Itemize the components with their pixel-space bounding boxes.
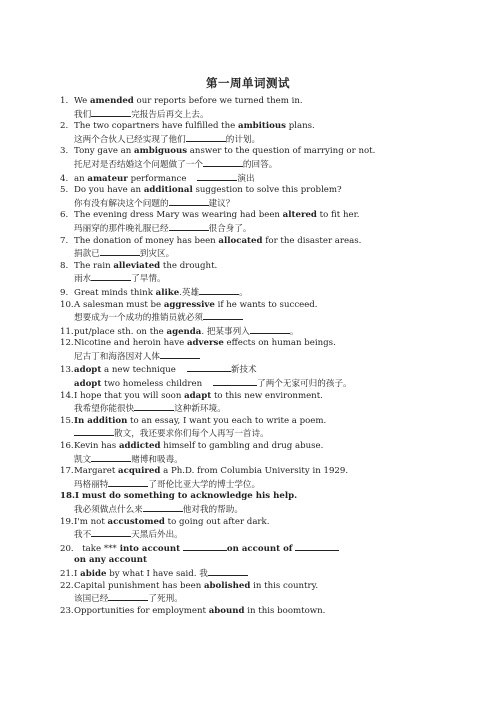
question-item (60, 172, 460, 186)
question-number: 7. (60, 235, 69, 246)
question-number: 22. (60, 580, 74, 591)
english-sentence (60, 581, 460, 593)
answer-blank[interactable] (197, 172, 237, 181)
answer-blank[interactable] (160, 350, 200, 359)
sentence-text: to going out after dark. (164, 516, 270, 527)
chinese-translation (60, 350, 460, 364)
keyword: adverse (186, 338, 224, 349)
keyword: In addition (74, 415, 128, 426)
translation-text: 你有没有解决这个问题的 (74, 198, 169, 209)
answer-blank[interactable] (208, 567, 248, 576)
keyword: abolished (203, 580, 251, 591)
translation-text: 该国已经 (74, 594, 109, 605)
english-sentence (60, 517, 460, 529)
answer-blank[interactable] (187, 363, 231, 372)
chinese-translation (60, 402, 460, 416)
question-item (60, 236, 460, 261)
english-sentence (60, 121, 460, 133)
translation-text: 托尼对是否结婚这个问题做了一个 (74, 159, 203, 170)
translation-text: 赌博和吸毒。 (131, 454, 183, 465)
question-item (60, 286, 460, 300)
answer-blank[interactable] (91, 453, 131, 462)
translation-text: 我们 (74, 109, 92, 120)
english-sentence (60, 300, 460, 312)
question-number: 5. (60, 185, 69, 196)
chinese-translation (60, 311, 460, 325)
question-number: 14. (60, 390, 74, 401)
keyword: additional (143, 185, 193, 196)
english-sentence (60, 391, 460, 403)
sentence-text: to fit her. (316, 210, 360, 221)
answer-blank[interactable] (203, 158, 243, 167)
sentence-text: two homeless children (101, 379, 203, 390)
translation-text: 完报告后再交上去。 (131, 109, 209, 120)
placeholder-stars: *** (103, 543, 117, 554)
translation-text: 。 (239, 287, 248, 298)
sentence-text: to this new environment. (211, 390, 323, 401)
sentence-text: if he wants to succeed. (214, 299, 318, 310)
sentence-text: the drought. (160, 260, 218, 271)
chinese-translation (60, 158, 460, 172)
chinese-translation (60, 427, 460, 441)
english-sentence (60, 261, 460, 273)
question-item (60, 581, 460, 606)
chinese-translation (60, 108, 460, 122)
keyword: agenda (166, 326, 202, 337)
question-number: 19. (60, 516, 74, 527)
translation-text: 到灾区。 (139, 249, 175, 260)
question-item (60, 391, 460, 416)
sentence-text: in this boomtown. (244, 605, 326, 616)
question-item (60, 146, 460, 171)
translation-text: 新技术 (230, 365, 257, 376)
answer-blank[interactable] (108, 478, 148, 487)
answer-blank[interactable] (250, 325, 290, 334)
translation-text: 我不 (74, 530, 92, 541)
sentence-text: Opportunities for employment (74, 605, 209, 616)
answer-blank[interactable] (169, 197, 209, 206)
question-number: 16. (60, 441, 74, 452)
sentence-text: I must do something to (74, 491, 191, 502)
english-sentence (60, 363, 460, 377)
chinese-translation (60, 222, 460, 236)
question-number: 17. (60, 466, 74, 477)
keyword: adapt (184, 390, 212, 401)
sentence-text: to an essay, I want you each to write a poem. (127, 415, 327, 426)
sentence-text: for the disaster areas. (262, 235, 362, 246)
question-item (60, 542, 460, 567)
keyword: alike (155, 287, 180, 298)
translation-text: 。 (289, 326, 299, 337)
sentence-text: The two copartners have fulfilled the (74, 121, 238, 132)
translation-text: 的回答。 (242, 159, 278, 170)
sentence-text: Margaret (74, 466, 119, 477)
translation-text: 他对我的帮助。 (182, 505, 243, 515)
chinese-translation (60, 133, 460, 147)
keyword: acquired (118, 466, 161, 477)
page-title: 第一周单词测试 (206, 76, 290, 90)
keyword: amateur (87, 173, 128, 184)
answer-blank[interactable] (143, 503, 183, 512)
sentence-text: by what I have said. 我 (106, 568, 208, 579)
sentence-text: I'm not (74, 516, 108, 527)
keyword: acknowledge (190, 491, 253, 502)
sentence-text: an (74, 173, 88, 184)
english-sentence (60, 172, 460, 186)
answer-blank[interactable] (108, 592, 148, 601)
keyword: abide (80, 568, 107, 579)
translation-text: 想要成为一个成功的推销员就必须 (74, 313, 203, 324)
sentence-text: Great minds think (74, 287, 156, 298)
keyword: allocated (218, 235, 263, 246)
answer-blank[interactable] (213, 377, 257, 386)
chinese-translation (60, 247, 460, 261)
phrase-on-any-account: on any account (74, 555, 148, 566)
chinese-translation (60, 503, 460, 517)
translation-text: 散文，我还要求你们每个人再写一首诗。 (114, 429, 269, 440)
question-item (60, 466, 460, 491)
question-item (60, 185, 460, 210)
keyword: amended (89, 96, 134, 106)
question-number: 15. (60, 415, 74, 426)
sentence-text: .英雄 (179, 287, 200, 298)
translation-text: 尼古丁和海洛因对人体 (74, 351, 160, 362)
sentence-text: a Ph.D. from Columbia University in 1929. (160, 466, 349, 477)
phrase-line (60, 555, 460, 567)
english-sentence (60, 96, 460, 108)
keyword: addicted (118, 441, 161, 452)
question-item (60, 606, 460, 618)
phrase-on-account-of: on account of (226, 543, 293, 554)
translation-text: 这两个合伙人已经实现了他们 (74, 134, 186, 145)
phrase-into-account: into account (116, 543, 181, 554)
question-item (60, 261, 460, 286)
english-sentence (60, 325, 460, 339)
english-sentence (60, 338, 460, 350)
answer-blank[interactable] (100, 247, 140, 256)
sentence-text: Kevin has (74, 441, 119, 452)
question-number: 9. (60, 287, 69, 298)
question-item (60, 416, 460, 441)
question-number: 6. (60, 210, 69, 221)
english-sentence (60, 210, 460, 222)
question-item (60, 210, 460, 235)
sentence-text: our reports before we turned them in. (133, 96, 303, 106)
sentence-text: Tony gave an (74, 146, 135, 157)
question-number: 13. (60, 365, 74, 376)
english-sentence (60, 416, 460, 428)
sentence-text: Nicotine and heroin have (74, 338, 187, 349)
keyword: ambiguous (134, 146, 188, 157)
sentence-text: I hope that you will soon (74, 390, 185, 401)
sentence-text: performance (127, 173, 187, 184)
sentence-text: his help. (252, 491, 298, 502)
sentence-text: I (74, 568, 81, 579)
question-number: 11. (60, 326, 74, 337)
question-number: 8. (60, 260, 69, 271)
translation-text: 的计划。 (225, 134, 261, 145)
answer-blank[interactable] (203, 311, 243, 320)
english-sentence (60, 236, 460, 248)
answer-blank[interactable] (295, 542, 339, 551)
answer-blank[interactable] (74, 427, 114, 436)
translation-text: 玛格丽特 (74, 479, 109, 490)
question-item (60, 377, 460, 391)
question-number: 12. (60, 338, 74, 349)
translation-text: 捐款已 (74, 249, 100, 260)
answer-blank[interactable] (91, 108, 131, 117)
keyword: adopt (74, 379, 102, 390)
english-sentence (60, 567, 460, 581)
question-item (60, 567, 460, 581)
sentence-text: The rain (74, 260, 114, 271)
sentence-text: Do you have an (74, 185, 144, 196)
translation-text: 了两个无家可归的孩子。 (257, 379, 352, 390)
question-item (60, 517, 460, 542)
english-sentence (60, 491, 460, 503)
translation-text: 雨水 (74, 274, 92, 285)
english-sentence (60, 542, 460, 556)
answer-blank[interactable] (169, 222, 209, 231)
sentence-text: We (74, 96, 90, 106)
chinese-translation (60, 453, 460, 467)
question-item (60, 96, 460, 121)
translation-text: 我必须做点什么来 (74, 505, 143, 515)
sentence-text: Capital punishment has been (74, 580, 204, 591)
keyword: aggressive (163, 299, 215, 310)
sentence-text: in this country. (250, 580, 319, 591)
english-sentence (60, 286, 460, 300)
answer-blank[interactable] (91, 272, 131, 281)
english-sentence (60, 606, 460, 618)
keyword: alleviated (113, 260, 161, 271)
keyword: ambitious (238, 121, 286, 132)
sentence-text: plans. (286, 121, 315, 132)
question-number: 4. (60, 173, 69, 184)
translation-text: 凯文 (74, 454, 92, 465)
question-item (60, 121, 460, 146)
sentence-text: . 把某事列入 (201, 326, 250, 337)
english-sentence (60, 146, 460, 158)
answer-blank[interactable] (134, 402, 174, 411)
translation-text: 很合身了。 (208, 223, 252, 234)
translation-text: 天黑后外出。 (131, 530, 183, 541)
question-item (60, 363, 460, 377)
question-item (60, 338, 460, 363)
question-number: 2. (60, 121, 69, 132)
sentence-text: a new technique (101, 365, 176, 376)
chinese-translation (60, 478, 460, 492)
translation-text: 玛丽穿的那件晚礼服已经 (74, 223, 169, 234)
english-sentence (60, 441, 460, 453)
keyword: abound (208, 605, 245, 616)
translation-text: 演出 (237, 173, 255, 184)
translation-text: 了死刑。 (148, 594, 183, 605)
english-sentence (60, 466, 460, 478)
chinese-translation (60, 197, 460, 211)
sentence-text: answer to the question of marrying or not. (187, 146, 376, 157)
question-item (60, 491, 460, 516)
translation-text: 了旱情。 (131, 274, 166, 285)
chinese-translation (60, 528, 460, 542)
sentence-text: suggestion to solve this problem? (192, 185, 342, 196)
question-item (60, 441, 460, 466)
sentence-text: A salesman must be (74, 299, 164, 310)
question-number: 20. (60, 543, 74, 554)
chinese-translation (60, 592, 460, 606)
answer-blank[interactable] (91, 528, 131, 537)
keyword: adopt (74, 365, 102, 376)
question-item (60, 325, 460, 339)
question-number: 18. (60, 491, 75, 502)
keyword: altered (282, 210, 317, 221)
question-number: 3. (60, 146, 69, 157)
question-number: 1. (60, 96, 69, 106)
question-number: 10. (60, 299, 74, 310)
english-sentence (60, 185, 460, 197)
phrase-take: take (82, 543, 102, 554)
answer-blank[interactable] (186, 133, 226, 142)
english-sentence (60, 377, 460, 391)
translation-text: 这种新环境。 (174, 404, 226, 415)
question-item (60, 300, 460, 325)
question-number: 23. (60, 605, 74, 616)
translation-text: 了哥伦比亚大学的博士学位。 (148, 479, 261, 490)
question-list (60, 96, 460, 617)
sentence-text: put/place sth. on the (74, 326, 167, 337)
chinese-translation (60, 272, 460, 286)
sentence-text: himself to gambling and drug abuse. (160, 441, 324, 452)
translation-text: 建议？ (208, 198, 235, 209)
keyword: accustomed (107, 516, 165, 527)
translation-text: 我希望你能很快 (74, 404, 135, 415)
answer-blank[interactable] (199, 286, 239, 295)
answer-blank[interactable] (183, 542, 227, 551)
question-number: 21. (60, 568, 74, 579)
sentence-text: The evening dress Mary was wearing had been (74, 210, 283, 221)
sentence-text: The donation of money has been (74, 235, 219, 246)
sentence-text: effects on human beings. (223, 338, 336, 349)
